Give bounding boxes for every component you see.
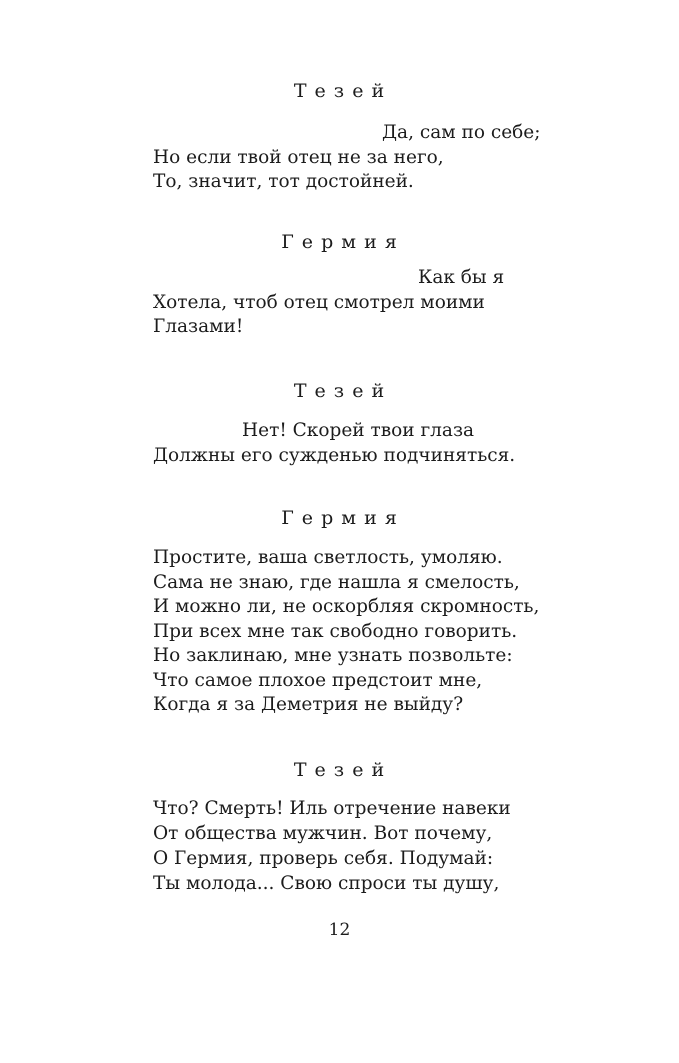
verse-line: Простите, ваша светлость, умоляю. [153, 547, 503, 568]
speaker-heading-hermia-1: Г е р м и я [281, 231, 398, 253]
speech-theseus-3 [153, 796, 593, 896]
verse-line: Что? Смерть! Иль отречение навеки [153, 798, 511, 819]
verse-line: Когда я за Деметрия не выйду? [153, 694, 464, 715]
verse-line: Как бы я [418, 267, 505, 288]
verse-line: Что самое плохое предстоит мне, [153, 669, 483, 691]
speech-hermia-1 [153, 266, 593, 340]
speaker-heading-theseus-1: Т е з е й [293, 80, 386, 102]
speech-theseus-2 [153, 419, 593, 468]
verse-line: Ты молода... Свою спроси ты душу, [153, 873, 500, 894]
verse-line: Но заклинаю, мне узнать позвольте: [153, 645, 513, 666]
verse-line: О Гермия, проверь себя. Подумай: [153, 848, 494, 869]
verse-line: Да, сам по себе; [382, 122, 541, 143]
verse-line: Нет! Скорей твои глаза [242, 420, 475, 441]
verse-line: То, значит, тот достойней. [153, 171, 414, 192]
speaker-heading-theseus-2: Т е з е й [293, 380, 386, 402]
verse-line: Но если твой отец не за него, [153, 146, 444, 168]
speech-theseus-1 [153, 121, 593, 195]
verse-line: От общества мужчин. Вот почему, [153, 823, 493, 844]
verse-line: Глазами! [153, 316, 244, 337]
verse-line: Должны его сужденью подчиняться. [153, 444, 516, 466]
verse-line: Сама не знаю, где нашла я смелость, [153, 571, 520, 593]
speech-hermia-2 [153, 546, 593, 718]
verse-line: При всех мне так свободно говорить. [153, 620, 518, 642]
speaker-heading-theseus-3: Т е з е й [293, 759, 386, 781]
page-number: 12 [328, 920, 351, 940]
speaker-heading-hermia-2: Г е р м и я [281, 507, 398, 529]
verse-line: Хотела, чтоб отец смотрел моими [153, 291, 485, 313]
verse-line: И можно ли, не оскорбляя скромность, [153, 596, 540, 617]
